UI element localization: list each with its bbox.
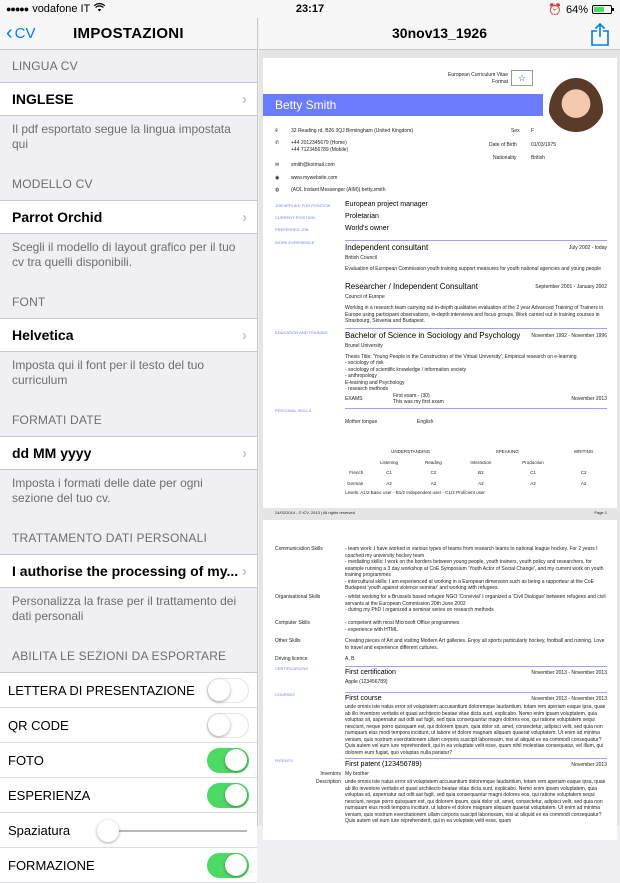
cv-page-1[interactable]: European Curriculum Vitae Format ☆ Betty Smith ⌾ 32 Reading rd, B26 3QJ Birmingham (United Kingdom) ✆ +44 2012345679 (Home) +44 7123456789 (Mobile) ✉ smith@kotmail.com ◉ www.mywebsite.com ◍ (AOL Instant Messenger (AIM)) betty.smith Sex F Date of Birth 01/03/1975 Nationality British JOB APPLIED FOR POSITION European project manager CURRENT POSITION Proletarian PREFERRED JOB World's owner WORK EXPERIENCE Independent consultant July 2002 - today British Council Evaluation of European Commission youth training support measures for youth national agencies and young people Researcher / Independent Consultant September 2001 - January 2002 Council of Europe Working in a research team carrying out in-depth qualitative evaluation of the 2 year Advanced Training of Trainers in Europe using participant observations, in-depth interviews and focus groups. Work carried out in training courses in Strasbourg, Slovenia and Budapest. EDUCATION AND TRAINING Bachelor of Science in Sociology and Psychology November 1992 - November 1996 Brunel University Thesis Title: 'Young People in the Construction of the Virtual University', Empirical research on e-learning - sociology of risk - sociology of scientific knowledge / information society - anthropology E-learning and Psychology - research methods EXAMS First exam - (30) This was my first exam November 2013 PERSONAL SKILLS Mother tongue English UNDERSTANDING SPEAKING WRITING Listening Reading Interaction Production French C1 C2 B2 C1 C2 German A2 A2 A2 A2 A2 Levels: A1/2 Basic user - B1/2 Independent user - C1/2 Proficient user 24/02/2014 - © iCV, 2013 | All rights reserved Page 1 <box>263 58 617 508</box>
profile-photo <box>549 78 603 142</box>
globe-icon: ◉ <box>275 175 280 181</box>
chevron-right-icon: › <box>242 563 247 580</box>
toggle-row-foto: FOTO <box>0 743 257 778</box>
section-header-font: FONT <box>12 295 46 309</box>
back-button[interactable]: ‹ CV <box>6 22 36 44</box>
phone-icon: ✆ <box>275 140 280 146</box>
section-footer-trattamento: Personalizza la frase per il trattamento dei dati personali <box>12 594 237 623</box>
email-icon: ✉ <box>275 162 280 168</box>
status-bar <box>0 0 620 18</box>
preview-navbar <box>259 18 620 50</box>
section-footer-lingua: Il pdf esportato segue la lingua impostata qui <box>12 122 231 151</box>
section-header-formati: FORMATI DATE <box>12 413 102 427</box>
lettera-toggle[interactable] <box>207 678 249 703</box>
carrier-label: vodafone IT <box>32 3 91 15</box>
section-header-trattamento: TRATTAMENTO DATI PERSONALI <box>12 531 207 545</box>
section-footer-modello: Scegli il modello di layout grafico per il tuo cv tra quelli disponibili. <box>12 240 236 269</box>
section-header-modello: MODELLO CV <box>12 177 93 191</box>
spacing-row: Spaziatura <box>0 813 257 848</box>
page-title: IMPOSTAZIONI <box>73 25 184 42</box>
lingua-cell[interactable]: INGLESE › <box>0 82 257 116</box>
toggle-row-qrcode: QR CODE <box>0 708 257 743</box>
clock: 23:17 <box>295 3 325 15</box>
chat-icon: ◍ <box>275 187 280 193</box>
language-table: UNDERSTANDING SPEAKING WRITING Listening Reading Interaction Production French C1 C2 B2 C1 C2 German A2 A2 A2 A2 A2 <box>323 446 609 490</box>
slider-thumb[interactable] <box>97 820 119 842</box>
settings-navbar <box>0 18 257 50</box>
language-row: French C1 C2 B2 C1 C2 <box>349 470 587 475</box>
ecv-label: European Curriculum Vitae Format <box>448 72 508 85</box>
cv-page-2[interactable]: Communication Skills - team work: I have worked in various types of teams from research teams to national league hockey. For 2 years I coached my university hockey team - mediating skills: I work on the borders between young people, youth trainers, youth policy and researchers, for example running a 3 day workshop at CoE Symposium 'Youth Actor of Social Change', and my current work on youth training programmes - intercultural skills: I am experienced at working in a European dimension such as being a rapporteur at the CoE Budapest 'youth against violence seminar' and working with refugees. Organisational Skills - whilst working for a Brussels based refugee NGO 'Convivial' I organized a 'Civil Dialogue' between refugees and civil servants at the European Commission 20th June 2002 - during my PhD I organized a seminar series on research methods Computer Skills - competent with most Microsoft Office programmes - experience with HTML Other Skills Creating pieces of Art and visiting Modern Art galleries. Enjoy all sports particularly hockey, football and running. Love to travel and experience different cultures. Driving licence A, B CERTIFICATIONS First certification November 2013 - November 2013 Apple (123456789) COURSES First course November 2013 - November 2013 unde omnis iste natus error sit voluptatem accusantium doloremque laudantium, totam rem aperiam eaque ipsa, quae ab illo inventore veritatis et quasi architecto beatae vitae dicta sunt, explicabo. Nemo enim ipsam voluptatem, quia voluptas sit, aspernatur aut odit aut fugit, sed quia consequuntur magni dolores eos, qui ratione voluptatem sequi nesciunt, neque porro quisquam est, qui dolorem ipsum, quia dolor sit, amet, consectetur, adipisci velit, sed quia non numquam eius modi tempora incidunt, ut labore et dolore magnam aliquam quaerat voluptatem. Ut enim ad minima veniam, quis nostrum exercitationem ullam corporis suscipit laboriosam, nisi ut aliquid ex ea commodi consequatur? Quis autem vel eum iure reprehenderit, qui in ea voluptate velit esse, quam nihil molestiae consequatur, vel illum, qui dolorem eum fugiat, quo voluptas nulla pariatur? PATENTS First patent (123456789) November 2013 Inventors My brother Description unde omnis iste natus error sit voluptatem accusantium doloremque laudantium, totam rem aperiam eaque ipsa, quae ab illo inventore veritatis et quasi architecto beatae vitae dicta sunt, explicabo. Nemo enim ipsam voluptatem, quia voluptas sit, aspernatur aut odit aut fugit, sed quia consequuntur magni dolores eos, qui ratione voluptatem sequi nesciunt, neque porro quisquam est, qui dolorem ipsum, quia dolor sit, amet, consectetur, adipisci velit, sed quia non numquam eius modi tempora incidunt, ut labore et dolore magnam aliquam quaerat voluptatem. Ut enim ad minima veniam, quis nostrum exercitationem ullam corporis suscipit laboriosam, nisi ut aliquid ex ea commodi consequatur? Quis autem vel eum iure reprehenderit, qui in ea voluptate velit esse, quam <box>263 520 617 840</box>
sections-toggle-list <box>0 672 257 883</box>
battery-percent: 64% <box>565 3 588 16</box>
alarm-icon: ⏰ <box>548 4 562 16</box>
cv-name: Betty Smith <box>263 94 543 116</box>
spacing-slider[interactable] <box>98 830 247 832</box>
modello-cell[interactable]: Parrot Orchid › <box>0 200 257 234</box>
toggle-row-formazione: FORMAZIONE <box>0 848 257 883</box>
section-footer-font: Imposta qui il font per il testo del tuo curriculum <box>12 358 205 387</box>
esperienza-toggle[interactable] <box>207 783 249 808</box>
location-icon: ⌾ <box>275 128 279 134</box>
trattamento-cell[interactable]: I authorise the processing of my... › <box>0 554 257 588</box>
document-title: 30nov13_1926 <box>392 25 487 41</box>
share-icon[interactable] <box>590 22 610 46</box>
settings-pane <box>0 18 258 873</box>
toggle-row-esperienza: ESPERIENZA <box>0 778 257 813</box>
chevron-left-icon: ‹ <box>6 22 13 44</box>
chevron-right-icon: › <box>242 445 247 462</box>
chevron-right-icon: › <box>242 91 247 108</box>
signal-icon: ●●●●● <box>6 4 29 14</box>
battery-icon <box>592 5 612 14</box>
formazione-toggle[interactable] <box>207 853 249 878</box>
language-row: German A2 A2 A2 A2 A2 <box>346 480 587 486</box>
section-header-lingua: LINGUA CV <box>12 59 78 73</box>
font-cell[interactable]: Helvetica › <box>0 318 257 352</box>
qrcode-toggle[interactable] <box>207 713 249 738</box>
eu-flag-icon: ☆ <box>511 70 533 86</box>
formati-cell[interactable]: dd MM yyyy › <box>0 436 257 470</box>
section-footer-formati: Imposta i formati delle date per ogni sezione del tuo cv. <box>12 476 203 505</box>
foto-toggle[interactable] <box>207 748 249 773</box>
toggle-row-lettera: LETTERA DI PRESENTAZIONE <box>0 673 257 708</box>
section-header-abilita: ABILITA LE SEZIONI DA ESPORTARE <box>12 649 227 663</box>
chevron-right-icon: › <box>242 327 247 344</box>
chevron-right-icon: › <box>242 209 247 226</box>
preview-pane <box>259 18 620 826</box>
